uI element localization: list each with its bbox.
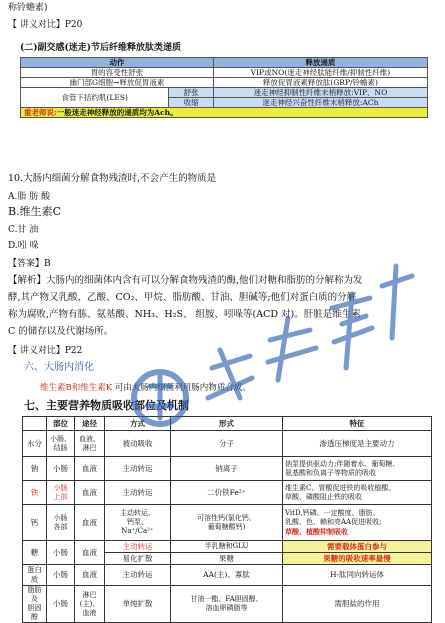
explanation-line: 酵,其产物又乳酸、乙酸、CO₂、甲烷、脂肪酸、甘油、胆碱等;他们对蛋白质的分解 [8,292,357,303]
table-cell: 迷走神经兴奋性纤维末梢释放:ACh [213,98,427,108]
nutrient-sodium: 钠 [23,457,47,481]
feature-line: 乳酸、色、赖和亮AA促进吸收; [285,518,382,526]
table-cell: 血液 [75,481,105,505]
table-cell: 血液、淋巴 [75,431,105,457]
route-line: (主)、 [79,599,100,608]
table-cell: 舒张 [169,88,213,98]
nutrient-fat [23,586,47,623]
site-line: 上部 [53,492,68,501]
section-7-title: 七、主要营养物质吸收部位及机制 [24,399,189,412]
table-cell [283,505,432,541]
vitamin-note-text: 可由大肠内细菌利用肠内物质合成。 [112,383,251,393]
table-cell: 小肠 [47,586,75,623]
table-header: 形式 [171,417,283,431]
table-cell: 主动转运 [105,565,171,586]
explanation-line: 【解析】大肠内的细菌体内含有可以分解食物残渣的酶,他们对糖和脂肪的分解称为发 [8,275,363,286]
mode-line: Na⁺/Ca²⁺ [121,527,154,535]
table-cell: 主动转运 [105,457,171,481]
table-cell: 单纯扩散 [105,586,171,623]
table-cell: 小肠 [47,541,75,565]
feature-line: 草酸、磷酸阻止铁的吸收 [285,492,362,501]
table-cell: 钠离子 [171,457,283,481]
table-cell [75,586,105,623]
table-cell: 主动转运 [105,541,171,553]
table-cell: 小肠 [47,457,75,481]
explanation-line: 称为腐败,产物有胨、氨基酸、NH₃、H₂S、 组胺、吲哚等(ACD 对)。肝脏是维生素 [8,309,361,320]
table-cell-les: 食管下括约肌(LES) [21,88,169,108]
nutrient-water: 水分 [23,431,47,457]
table-cell: 小肠 [47,565,75,586]
nutrient-line: 胆固醇 [27,604,42,621]
option-d: D.吲 哚 [8,241,39,251]
section-title-parasympathetic: (二)副交感(迷走)节后纤维释放肽类递质 [20,43,182,53]
table-cell: 半乳糖和GLU [171,541,283,553]
table-header: 途径 [75,417,105,431]
site-line: 小肠 [53,513,68,522]
option-b: B.维生素C [8,205,61,218]
section-6-title: 六、大肠内消化 [24,362,94,373]
question-stem: 10.大肠内细菌分解食物残渣时,不会产生的物质是 [8,173,217,184]
route-line: 血液 [82,608,97,617]
table-cell: 需胆盐的作用 [283,586,432,623]
form-line: 可溶性钙(氯化钙、 [197,513,256,522]
table-cell: 幽门部G细胞→释放促胃液素 [21,78,214,88]
table-cell: 果糖的吸收速率最慢 [283,553,432,565]
feature-line: 钠泵提供驱动力;伴随着水、葡萄糖、 [285,459,400,468]
table-cell: 分子 [171,431,283,457]
table-cell: 渗透压梯度是主要动力 [283,431,432,457]
table-cell: 血液 [75,541,105,565]
table-cell: 血液 [75,505,105,541]
table-header: 部位 [47,417,75,431]
form-line: 葡萄糖酸钙) [207,522,246,531]
table-cell: VIP或NO(迷走神经肽能纤维/抑制性纤维) [213,68,427,78]
option-c: C.甘 油 [8,225,39,235]
table-header: 动作 [21,58,214,68]
feature-line: 氨基酸和负离子等物质的吸收 [285,468,376,477]
table-cell: 迷走神经抑制性纤维末梢释放:VIP、NO [213,88,427,98]
top-line: 称铃蟾素) [8,3,48,13]
nutrient-sugar: 糖 [23,541,47,565]
site-line: 小肠 [53,483,68,492]
neurotransmitter-table [20,57,428,118]
table-cell [105,505,171,541]
mode-line: 钙泵、 [127,518,148,526]
table-header: 特征 [283,417,432,431]
table-cell: 需要载体蛋白参与 [283,541,432,553]
explanation-line: C 的储存以及代谢场所。 [8,326,114,337]
table-cell: 胃的容受性舒张 [21,68,214,78]
site-line: 各部 [53,522,68,531]
feature-line: 草酸、植酸抑制吸收 [285,527,348,536]
teacher-note-label: 重老师说: [24,108,57,117]
teacher-note [21,108,428,118]
form-line: 甘油一酯、FA胆固醇、 [190,595,263,603]
table-cell: 收缩 [169,98,213,108]
nutrient-line: 脂肪及 [27,586,42,603]
table-cell: 易化扩散 [105,553,171,565]
option-a: A.脂 肪 酸 [8,192,51,202]
feature-line: VitD,钙磷、一定酸度、脂肪、 [285,509,380,517]
table-cell: 血液 [75,457,105,481]
table-cell: 果糖 [171,553,283,565]
vitamin-names: 维生素B和维生素K [40,383,113,393]
table-header-empty [23,417,47,431]
reference-p20: 【 讲义对比】P20 [8,20,83,30]
table-header: 释放递质 [213,58,427,68]
table-cell [47,481,75,505]
teacher-note-text: 一般迷走神经释放的递质均为Ach。 [56,108,178,117]
reference-p22: 【 讲义对比】P22 [8,346,83,356]
table-cell: 主动转运 [105,481,171,505]
watermark-logo [120,258,420,448]
table-cell [171,505,283,541]
form-line: 溶血卵磷脂等 [205,604,248,612]
nutrient-iron: 铁 [23,481,47,505]
table-cell: 二价铁Fe²⁺ [171,481,283,505]
table-cell [283,481,432,505]
table-cell: AA(主)、寡肽 [171,565,283,586]
answer: 【答案】B [8,259,51,269]
table-cell: H-肽同向转运体 [283,565,432,586]
table-cell [171,586,283,623]
mode-line: 主动转运、 [120,509,155,517]
table-cell: 血液 [75,565,105,586]
table-cell: 释放促胃液素释放肽(GRP/铃蟾素) [213,78,427,88]
feature-line: 维生素C、胃酸促进铁的吸收植酸、 [285,483,396,492]
table-cell: 小肠、结肠 [47,431,75,457]
route-line: 淋巴 [82,590,97,599]
nutrient-calcium: 钙 [23,505,47,541]
table-cell [283,457,432,481]
table-cell [47,505,75,541]
table-cell: 被动吸收 [105,431,171,457]
nutrient-protein: 蛋白质 [23,565,47,586]
table-header: 方式 [105,417,171,431]
